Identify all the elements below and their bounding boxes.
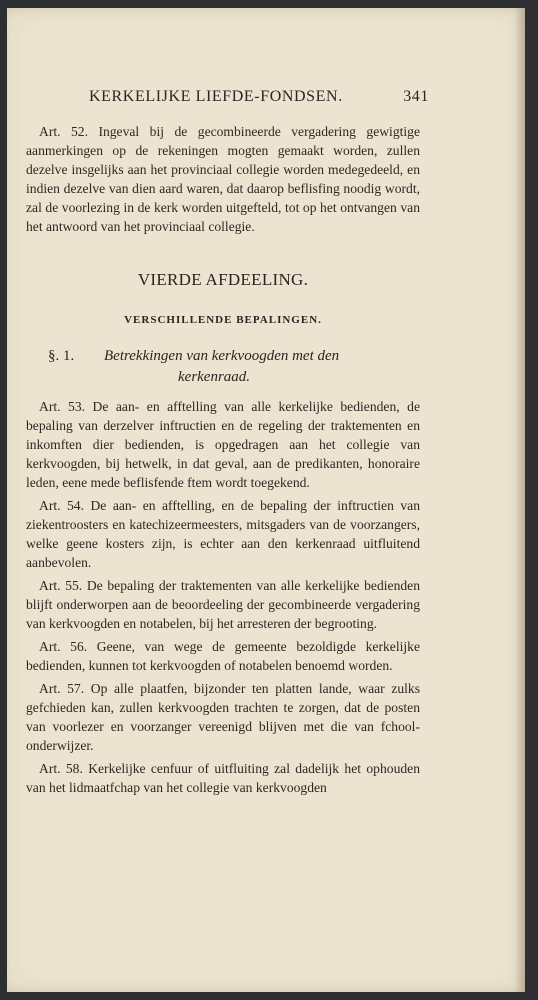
article-54: Art. 54. De aan- en afftelling, en de bepaling der inftructien van ziekentroosters en katechizeermeesters, mitsgaders van de voorzangers, welke geene kosters zijn, is echter aan den kerkenraad uitfluitend aanbevolen.	[26, 498, 420, 570]
page-edge-shadow	[515, 8, 525, 992]
article-58: Art. 58. Kerkelijke cenfuur of uitfluiting zal dadelijk het ophouden van het lidmaatfchap van het collegie van kerkvoogden	[26, 761, 420, 795]
paragraph-heading-text	[104, 346, 404, 388]
article-52-text: Art. 52. Ingeval bij de gecombineerde vergadering gewigtige aanmerkingen op de rekeningen mogten gemaakt worden, zullen dezelve insgelijks aan het provinciaal collegie worden medegedeeld, en indien dezelve van dien aard waren, dat daarop beflisfing noodig wordt, zal de voorlezing in de kerk worden uitgefteld, tot op het ontvangen van het antwoord van het provinciaal collegie.	[26, 124, 420, 234]
article-56: Art. 56. Geene, van wege de gemeente bezoldigde kerkelijke bedienden, kunnen tot kerkvoogden of notabelen benoemd worden.	[26, 639, 420, 673]
articles-block	[26, 397, 420, 797]
section-title: VIERDE AFDEELING.	[137, 270, 309, 289]
article-53: Art. 53. De aan- en afftelling van alle kerkelijke bedienden, de bepaling van derzelver inftructien en de regeling der traktementen en inkomften dier bedienden, is opgedragen aan het collegie van kerkvoogden, bij hetwelk, in dat geval, aan de predikanten, honoraire leden, eene mede beflisfende ftem wordt toegekend.	[26, 399, 420, 490]
section-subtitle: VERSCHILLENDE BEPALINGEN.	[124, 314, 322, 326]
paragraph-symbol: §. 1.	[48, 348, 75, 364]
article-57: Art. 57. Op alle plaatfen, bijzonder ten platten lande, waar zulks gefchieden kan, zullen kerkvoogden trachten te zorgen, dat de posten van voorlezer en voorzanger vereenigd blijven met die van fchool-onderwijzer.	[26, 681, 420, 753]
running-title: KERKELIJKE LIEFDE-FONDSEN.	[89, 88, 343, 105]
paragraph-heading-line2: kerkenraad.	[178, 369, 251, 385]
article-52	[26, 122, 420, 236]
article-55: Art. 55. De bepaling der traktementen van alle kerkelijke bedienden blijft onderworpen aan de beoordeeling der gecombineerde vergadering van kerkvoogden en notabelen, bij het arresteren der begrooting.	[26, 578, 420, 631]
page-number: 341	[403, 88, 429, 105]
paragraph-heading-line1: Betrekkingen van kerkvoogden met den	[104, 348, 340, 364]
book-page	[7, 8, 525, 992]
